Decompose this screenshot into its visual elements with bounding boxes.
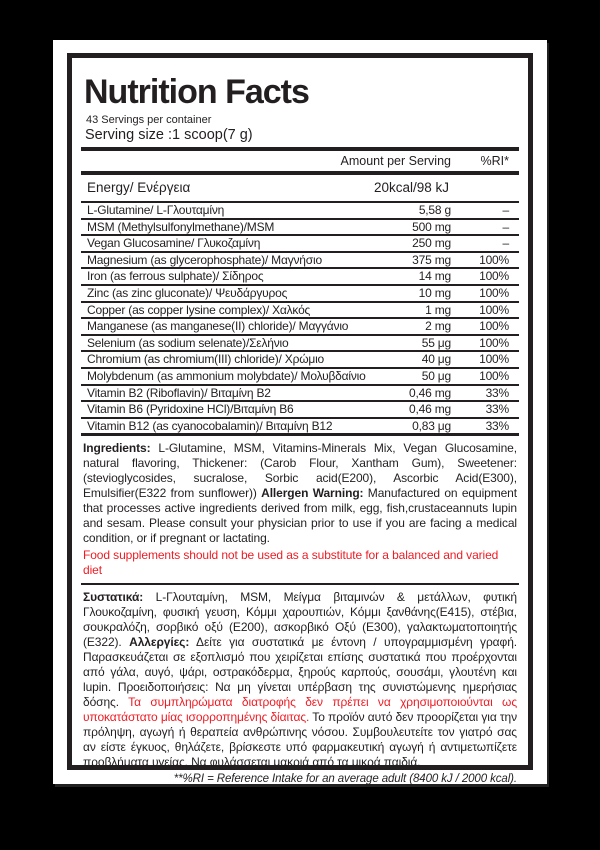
energy-name: Energy/ Ενέργεια	[87, 180, 191, 195]
table-row	[81, 400, 519, 417]
table-row	[81, 350, 519, 367]
table-row	[81, 317, 519, 334]
nutrient-amount: 10 mg	[418, 285, 451, 300]
table-row	[81, 201, 519, 218]
allergies-text: Δείτε για συστατικά με έντονη / υπογραμμισμένη γραφή. Παρασκευάζεται σε εξοπλισμό που χειρίζεται επίσης συστατικά που προέρχονται από γάλα, αυγό, ψάρι, οστρακόδερμα, ξηρούς καρπούς, σουσάμι, γλουτένη και lupin. Προειδοποιήσεις: Να μη γίνεται υπέρβαση της συνιστώμενης ημερήσιας δόσης.	[83, 635, 517, 710]
nutrient-name: Vegan Glucosamine/ Γλυκοζαμίνη	[87, 236, 261, 251]
supplement-warning-en: Food supplements should not be used as a substitute for a balanced and varied diet	[83, 548, 499, 578]
table-header-row	[81, 151, 519, 171]
nutrient-ri: 100%	[479, 368, 509, 383]
nutrient-name: Chromium (as chromium(III) chloride)/ Χρώμιο	[87, 352, 325, 367]
nutrient-amount: 5,58 g	[418, 203, 451, 217]
nutrient-name: Magnesium (as glycerophosphate)/ Μαγνήσιο	[87, 252, 322, 267]
nutrient-ri: 100%	[479, 319, 509, 334]
nutrient-amount: 2 mg	[425, 319, 451, 334]
nutrient-table	[81, 201, 519, 433]
table-row	[81, 384, 519, 401]
allergen-warning-text: Manufactured on equipment that processes active ingredients derived from milk, egg, fish,crustaceannuts lupin and sesam. Please consult your physician prior to use if you are facing a medical condition, or if pregnant or lactating.	[83, 486, 517, 546]
nutrient-ri: –	[502, 236, 509, 251]
amount-per-serving-header: Amount per Serving	[340, 154, 451, 168]
nutrient-ri: –	[502, 219, 509, 234]
nutrient-amount: 0,46 mg	[409, 402, 451, 417]
nutrient-amount: 250 mg	[412, 236, 451, 251]
ingredients-paragraph	[83, 441, 517, 546]
nutrient-ri: 33%	[485, 402, 509, 417]
nutrient-amount: 500 mg	[412, 219, 451, 234]
nutrient-amount: 1 mg	[425, 302, 451, 317]
divider-thick-ingredients	[81, 433, 519, 436]
servings-per-container: 43 Servings per container	[86, 114, 212, 126]
nutrient-name: Manganese (as manganese(II) chloride)/ Μαγγάνιο	[87, 319, 349, 334]
energy-amount: 20kcal/98 kJ	[373, 180, 449, 195]
nutrient-name: Vitamin B12 (as cyanocobalamin)/ Βιταμίνη B12	[87, 418, 333, 433]
nutrient-ri: 100%	[479, 252, 509, 267]
allergen-warning-label: Allergen Warning:	[261, 486, 364, 501]
greek-paragraph	[83, 590, 517, 770]
nutrition-label-frame	[67, 53, 533, 786]
nutrient-ri: 100%	[479, 269, 509, 284]
nutrient-ri: 33%	[485, 385, 509, 400]
nutrient-ri: 33%	[485, 418, 509, 433]
nutrient-ri: –	[502, 203, 509, 217]
systatika-text: L-Γλουταμίνη, MSM, Μείγμα βιταμινών & μετάλλων, φυτική Γλουκοζαμίνη, φυσική γευση, Κόμμι χαρουπιών, Κόμμι ξανθάνης(Ε415), στέβια, σουκραλόζη, σορβικό οξύ (Ε200), ασκορβικό Οξύ (Ε300), γαλακτωματοποιητής (Ε322).	[83, 590, 517, 650]
nutrient-name: MSM (Methylsulfonylmethane)/MSM	[87, 219, 275, 234]
table-row	[81, 267, 519, 284]
nutrient-amount: 0,46 mg	[409, 385, 451, 400]
nutrient-amount: 55 μg	[421, 335, 451, 350]
nutrient-amount: 375 mg	[412, 252, 451, 267]
table-row	[81, 417, 519, 434]
nutrient-name: Copper (as copper lysine complex)/ Χαλκός	[87, 302, 311, 317]
nutrition-label-sheet	[53, 40, 547, 784]
nutrient-amount: 50 μg	[421, 368, 451, 383]
greek-closing-text: Το προϊόν αυτό δεν προορίζεται για την πρόληψη, αγωγή ή θεραπεία ανθρώπινης νόσου. Συμβουλευτείτε τον γιατρό σας αν είστε έγκυος, θηλάζετε, βρίσκεστε υπό φαρμακευτική αγωγή ή αντιμετωπίζετε προβλήματα υγείας. Να φυλάσσεται μακριά από τα μικρά παιδιά.	[83, 710, 518, 770]
nutrient-amount: 14 mg	[418, 269, 451, 284]
supplement-warning-el: Τα συμπληρώματα διατροφής δεν πρέπει να χρησιμοποιούνται ως υποκατάστατο μίας ισορροπημένης δίαιτας.	[83, 695, 517, 725]
table-row	[81, 251, 519, 268]
nutrient-amount: 40 μg	[421, 352, 451, 367]
allergies-label: Αλλεργίες:	[129, 635, 190, 650]
nutrition-facts-title: Nutrition Facts	[84, 73, 309, 111]
ingredients-text: L-Glutamine, MSM, Vitamins-Minerals Mix, Vegan Glucosamine, natural flavoring, Thickener: (Carob Flour, Xantham Gum), Sweetener: (stevioglycosides, sucralose, Sorbic acid(E200), Ascorbic Acid(E300), Emulsifier(E322 from sunflower))	[83, 441, 517, 501]
table-row	[81, 301, 519, 318]
nutrient-name: Vitamin B2 (Riboflavin)/ Βιταμίνη B2	[87, 385, 271, 400]
ri-header: %RI*	[480, 154, 509, 168]
table-row	[81, 334, 519, 351]
nutrient-ri: 100%	[479, 335, 509, 350]
divider-greek-section	[81, 583, 519, 585]
nutrient-amount: 0,83 μg	[412, 418, 451, 433]
nutrient-name: Iron (as ferrous sulphate)/ Σίδηρος	[87, 269, 264, 284]
serving-size: Serving size :1 scoop(7 g)	[85, 127, 253, 143]
table-row	[81, 367, 519, 384]
nutrient-ri: 100%	[479, 302, 509, 317]
nutrient-name: Zinc (as zinc gluconate)/ Ψευδάργυρος	[87, 285, 288, 300]
nutrient-ri: 100%	[479, 285, 509, 300]
table-row	[81, 234, 519, 251]
ingredients-label: Ingredients:	[83, 441, 151, 456]
systatika-label: Συστατικά:	[83, 590, 144, 605]
ri-footnote: **%RI = Reference Intake for an average adult (8400 kJ / 2000 kcal).	[173, 773, 517, 786]
table-row	[81, 284, 519, 301]
nutrient-name: Vitamin B6 (Pyridoxine HCl)/Βιταμίνη B6	[87, 402, 294, 417]
nutrient-name: Molybdenum (as ammonium molybdate)/ Μολυβδαίνιο	[87, 368, 366, 383]
nutrient-name: L-Glutamine/ L-Γλουταμίνη	[87, 203, 225, 217]
energy-row	[81, 175, 519, 201]
table-row	[81, 218, 519, 235]
nutrient-name: Selenium (as sodium selenate)/Σελήνιο	[87, 335, 289, 350]
nutrient-ri: 100%	[479, 352, 509, 367]
